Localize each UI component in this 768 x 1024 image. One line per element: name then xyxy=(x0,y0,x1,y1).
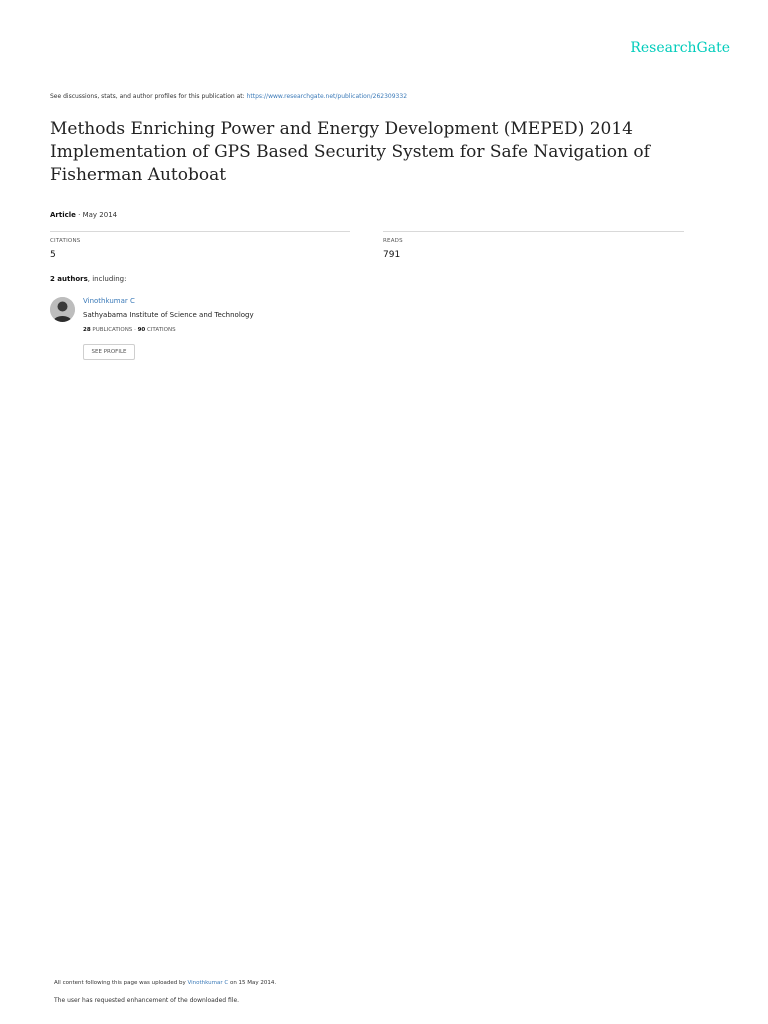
uploader-link[interactable]: Vinothkumar C xyxy=(187,980,229,986)
citations-label: CITATIONS xyxy=(50,238,81,244)
reads-value: 791 xyxy=(383,250,401,260)
discussion-prefix: See discussions, stats, and author profiles for this publication at: xyxy=(50,93,245,100)
researchgate-logo[interactable]: ResearchGate xyxy=(630,40,730,56)
publication-title: Methods Enriching Power and Energy Development (MEPED) 2014 Implementation of GPS Based Security System for Safe Navigation of Fisherman Autoboat xyxy=(50,119,650,185)
author-publications-count: 28 xyxy=(83,327,91,333)
author-institution: Sathyabama Institute of Science and Technology xyxy=(83,311,254,319)
reads-divider xyxy=(383,231,684,232)
author-stats-separator: · xyxy=(134,327,136,333)
publication-date: · May 2014 xyxy=(78,211,118,219)
see-profile-button[interactable]: SEE PROFILE xyxy=(83,344,135,360)
authors-including: , including: xyxy=(87,275,127,283)
publication-meta xyxy=(50,211,117,219)
publication-type: Article xyxy=(50,211,76,219)
author-citations-label: CITATIONS xyxy=(146,327,176,333)
citations-divider xyxy=(50,231,350,232)
avatar[interactable] xyxy=(50,297,75,322)
author-name-link[interactable]: Vinothkumar C xyxy=(83,297,135,305)
upload-prefix: All content following this page was uploaded by xyxy=(54,980,186,986)
avatar-person-icon xyxy=(50,297,75,322)
author-publications-label: PUBLICATIONS xyxy=(92,327,133,333)
publication-url-link[interactable]: https://www.researchgate.net/publication/262309332 xyxy=(246,93,408,100)
authors-count: 2 authors xyxy=(50,275,88,283)
upload-suffix: on 15 May 2014. xyxy=(229,980,277,986)
author-stats xyxy=(83,327,176,333)
upload-note xyxy=(54,980,276,986)
enhancement-note: The user has requested enhancement of the downloaded file. xyxy=(54,997,240,1004)
reads-label: READS xyxy=(383,238,403,244)
authors-summary xyxy=(50,275,126,283)
discussion-line xyxy=(50,93,407,100)
citations-value: 5 xyxy=(50,250,56,260)
author-citations-count: 90 xyxy=(137,327,146,333)
